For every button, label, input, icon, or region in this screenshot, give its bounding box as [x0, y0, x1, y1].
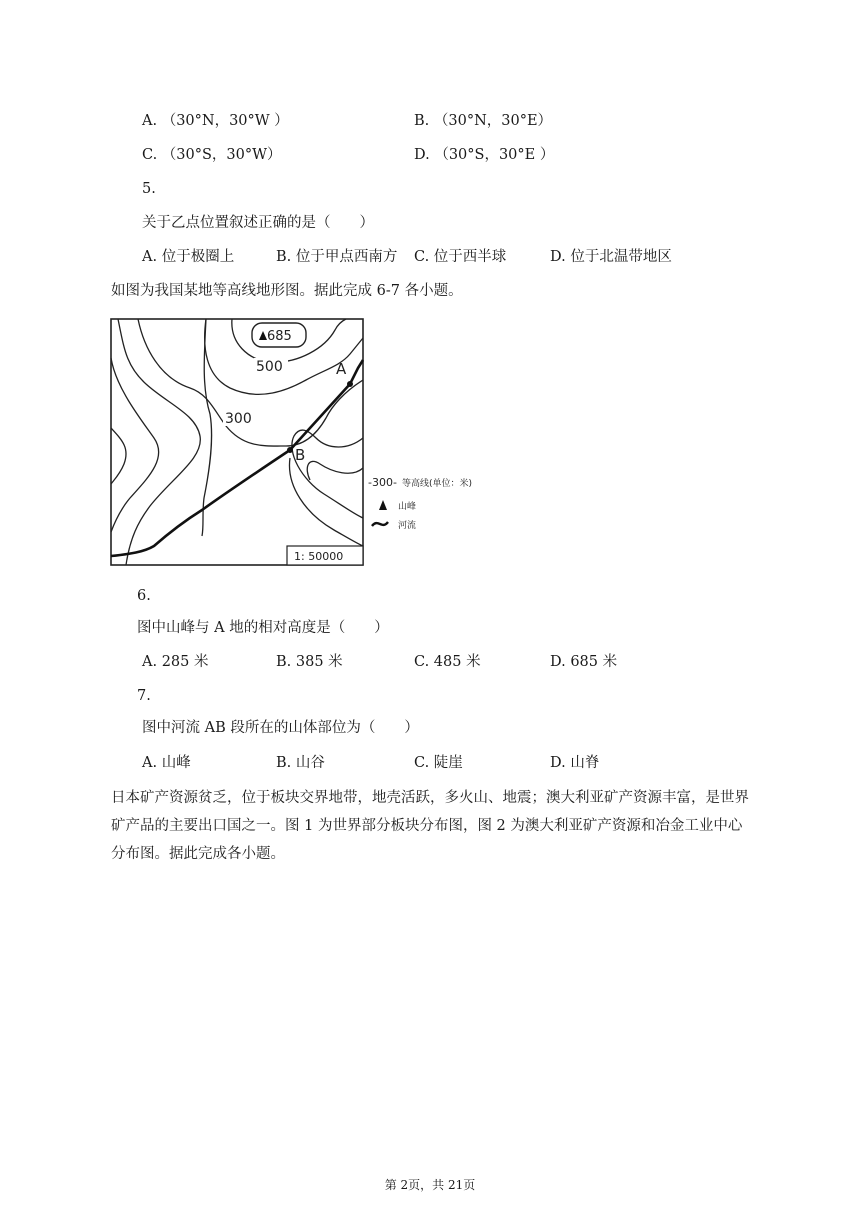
contour-300-label: 300: [225, 411, 252, 427]
q6-number: 6.: [137, 588, 151, 604]
legend-river-icon: [372, 522, 388, 526]
map-frame: [111, 319, 363, 565]
q5-option-d: D. 位于北温带地区: [550, 249, 672, 265]
q6-option-c: C. 485 米: [414, 654, 481, 670]
point-a-label: A: [336, 360, 347, 378]
intro-paragraph: 日本矿产资源贫乏，位于板块交界地带，地壳活跃，多火山、地震；澳大利亚矿产资源丰富，是世界矿产品的主要出口国之一。图 1 为世界部分板块分布图，图 2 为澳大利亚矿产资源和冶金工业中心分布图。据此完成各小题。: [111, 790, 749, 862]
contour-map-figure: [110, 318, 522, 574]
q4-option-b: B. （30°N，30°E）: [414, 113, 553, 129]
q7-number: 7.: [137, 688, 151, 704]
q7-option-a: A. 山峰: [142, 755, 191, 771]
q7-option-d: D. 山脊: [550, 755, 600, 771]
intro-6-7: 如图为我国某地等高线地形图。据此完成 6-7 各小题。: [111, 283, 463, 299]
q5-stem: 关于乙点位置叙述正确的是（ ）: [142, 215, 374, 231]
page-footer: 第 2页，共 21页: [384, 1178, 476, 1192]
legend-contour-text: 等高线(单位：米): [402, 479, 473, 489]
legend-peak-icon: [379, 500, 387, 510]
scale-label: 1: 50000: [294, 550, 344, 563]
q6-option-a: A. 285 米: [142, 654, 209, 670]
q5-option-b: B. 位于甲点西南方: [276, 249, 398, 265]
point-b-label: B: [295, 446, 306, 464]
q5-number: 5.: [142, 181, 156, 197]
q6-option-d: D. 685 米: [550, 654, 618, 670]
q7-stem: 图中河流 AB 段所在的山体部位为（ ）: [142, 720, 419, 736]
peak-elevation-label: 685: [267, 329, 292, 344]
q7-option-c: C. 陡崖: [414, 755, 463, 771]
q6-option-b: B. 385 米: [276, 654, 343, 670]
q4-option-a: A. （30°N，30°W ）: [142, 113, 289, 129]
point-b-marker: [287, 447, 293, 453]
legend-contour-sample: -300-: [368, 476, 397, 489]
q6-stem: 图中山峰与 A 地的相对高度是（ ）: [137, 620, 389, 636]
q7-option-b: B. 山谷: [276, 755, 325, 771]
q5-option-a: A. 位于极圈上: [142, 249, 235, 265]
contour-500-label: 500: [256, 359, 283, 375]
q4-option-d: D. （30°S，30°E ）: [414, 147, 555, 163]
q5-option-c: C. 位于西半球: [414, 249, 507, 265]
point-a-marker: [347, 381, 353, 387]
legend-peak-text: 山峰: [398, 502, 417, 512]
q4-option-c: C. （30°S，30°W）: [142, 147, 282, 163]
legend-river-text: 河流: [398, 521, 417, 531]
